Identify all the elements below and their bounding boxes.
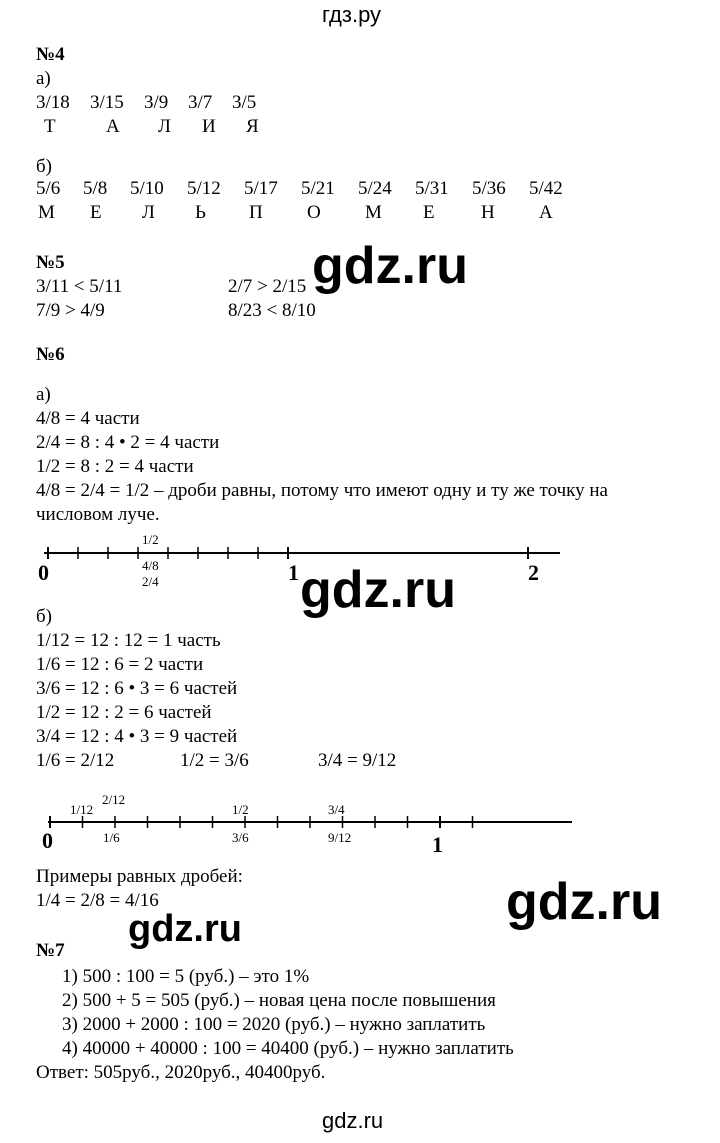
fraction: 5/24 xyxy=(358,178,392,199)
task4-b-fractions xyxy=(36,178,586,200)
site-footer: gdz.ru xyxy=(322,1108,384,1133)
task7-answer: Ответ: 505руб., 2020руб., 40400руб. xyxy=(36,1062,326,1083)
letter: Н xyxy=(481,202,495,223)
letter: И xyxy=(202,116,216,137)
fraction: 3/5 xyxy=(232,92,257,113)
letter: М xyxy=(38,202,55,223)
letter: Е xyxy=(423,202,435,223)
nl1-label-zero: 0 xyxy=(38,560,49,585)
task4-a-label: а) xyxy=(36,68,51,89)
task4-a-letters xyxy=(44,116,290,138)
fraction: 5/12 xyxy=(187,178,221,199)
task5-title: №5 xyxy=(36,252,65,273)
task7-line: 1) 500 : 100 = 5 (руб.) – это 1% xyxy=(62,966,310,987)
letter: Ь xyxy=(195,202,206,223)
nl1-label-half: 1/2 xyxy=(142,532,159,547)
nl1-label-4-8: 4/8 xyxy=(142,558,159,573)
nl1-label-2-4: 2/4 xyxy=(142,574,159,589)
task6-a-line: числовом луче. xyxy=(36,504,160,525)
watermark: gdz.ru xyxy=(312,237,468,295)
letter: О xyxy=(307,202,321,223)
task4-title: №4 xyxy=(36,44,65,65)
fraction: 5/21 xyxy=(301,178,335,199)
task4-b-letters xyxy=(38,202,579,224)
task6-b-line: 1/12 = 12 : 12 = 1 часть xyxy=(36,630,221,651)
watermark: gdz.ru xyxy=(506,873,662,931)
nl2-label-1-12: 1/12 xyxy=(70,802,94,817)
task6-b-line: 1/6 = 12 : 6 = 2 части xyxy=(36,654,204,675)
task5-item: 3/11 < 5/11 xyxy=(36,276,123,297)
task6-b-line: 3/6 = 12 : 6 • 3 = 6 частей xyxy=(36,678,238,699)
nl2-label-1-6: 1/6 xyxy=(103,830,120,845)
letter: Я xyxy=(246,116,259,137)
task6-b-label: б) xyxy=(36,606,52,627)
task6-b-equality: 1/2 = 3/6 xyxy=(180,750,249,771)
letter: Л xyxy=(142,202,155,223)
letter: А xyxy=(106,116,120,137)
task6-b-line: 1/2 = 12 : 2 = 6 частей xyxy=(36,702,212,723)
task6-title: №6 xyxy=(36,344,65,365)
task5-item: 8/23 < 8/10 xyxy=(228,300,316,321)
letter: Е xyxy=(90,202,102,223)
task7-line: 4) 40000 + 40000 : 100 = 40400 (руб.) – нужно заплатить xyxy=(62,1038,514,1059)
task5-item: 7/9 > 4/9 xyxy=(36,300,105,321)
fraction: 5/36 xyxy=(472,178,506,199)
nl2-label-zero: 0 xyxy=(42,828,53,853)
fraction: 3/15 xyxy=(90,92,124,113)
fraction: 5/8 xyxy=(83,178,108,199)
task6-b-equality: 3/4 = 9/12 xyxy=(318,750,397,771)
nl2-label-9-12: 9/12 xyxy=(328,830,352,845)
task4-a-fractions xyxy=(36,92,276,114)
task7-line: 3) 2000 + 2000 : 100 = 2020 (руб.) – нужно заплатить xyxy=(62,1014,486,1035)
task7-title: №7 xyxy=(36,940,65,961)
nl1-label-two: 2 xyxy=(528,560,539,585)
letter: А xyxy=(539,202,553,223)
site-header: гдз.ру xyxy=(322,2,382,27)
nl2-label-2-12: 2/12 xyxy=(102,792,126,807)
letter: М xyxy=(365,202,382,223)
fraction: 5/10 xyxy=(130,178,164,199)
task5-item: 2/7 > 2/15 xyxy=(228,276,307,297)
task6-a-line: 2/4 = 8 : 4 • 2 = 4 части xyxy=(36,432,220,453)
examples-line: 1/4 = 2/8 = 4/16 xyxy=(36,890,159,911)
task6-a-line: 4/8 = 4 части xyxy=(36,408,140,429)
task7-line: 2) 500 + 5 = 505 (руб.) – новая цена после повышения xyxy=(62,990,496,1011)
fraction: 3/9 xyxy=(144,92,169,113)
task6-a-line: 4/8 = 2/4 = 1/2 – дроби равны, потому что имеют одну и ту же точку на xyxy=(36,480,608,501)
nl2-label-1-2: 1/2 xyxy=(232,802,249,817)
nl1-label-one: 1 xyxy=(288,560,299,585)
letter: П xyxy=(249,202,263,223)
nl2-label-3-6: 3/6 xyxy=(232,830,249,845)
task4-b-label: б) xyxy=(36,156,52,177)
fraction: 5/31 xyxy=(415,178,449,199)
fraction: 5/6 xyxy=(36,178,61,199)
examples-title: Примеры равных дробей: xyxy=(36,866,243,887)
watermark: gdz.ru xyxy=(128,908,242,950)
fraction: 5/42 xyxy=(529,178,563,199)
fraction: 5/17 xyxy=(244,178,278,199)
watermark: gdz.ru xyxy=(300,561,456,619)
fraction: 3/18 xyxy=(36,92,70,113)
nl2-label-one: 1 xyxy=(432,832,443,857)
letter: Л xyxy=(158,116,171,137)
task6-a-line: 1/2 = 8 : 2 = 4 части xyxy=(36,456,194,477)
task6-a-label: а) xyxy=(36,384,51,405)
fraction: 3/7 xyxy=(188,92,213,113)
nl2-label-3-4: 3/4 xyxy=(328,802,345,817)
task6-b-equality: 1/6 = 2/12 xyxy=(36,750,115,771)
letter: Т xyxy=(44,116,56,137)
task6-b-line: 3/4 = 12 : 4 • 3 = 9 частей xyxy=(36,726,238,747)
